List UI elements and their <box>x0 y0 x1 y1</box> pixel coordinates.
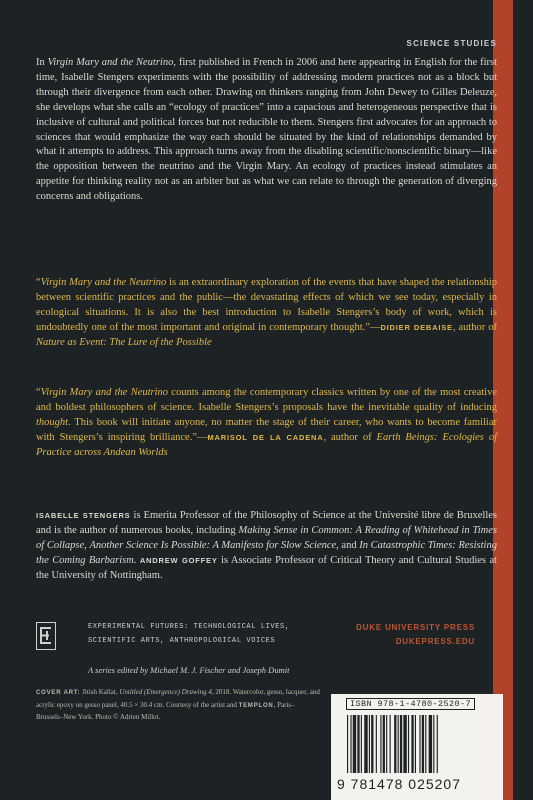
cover-art-text: , 2018. Watercolor, gesso, lacquer, and acrylic epoxy on gesso panel, 40.5 × 30.4 cm. Courtesy of the artist and <box>36 688 320 709</box>
quote-book-title: Virgin Mary and the Neutrino <box>40 277 167 288</box>
series-title <box>88 621 348 648</box>
quote-text: is an extraordinary exploration of the events that have shaped the relationship between scientific practices and the public—the devastating effects of which we see today, especially in ecological situations. It is also the best introduction to Isabelle Stengers’s body of work, which is undoubtedly one of the most important and original in contemporary thought.”— <box>36 277 497 333</box>
blurb-book-title: Virgin Mary and the Neutrino <box>47 57 174 68</box>
bio-separator: , <box>84 539 90 551</box>
cover-art-text: , Paris–Brussels–New York. Photo © Adrien Millot. <box>36 700 295 721</box>
category-label: SCIENCE STUDIES <box>406 39 497 48</box>
blurb-text: , first published in French in 2006 and here appearing in English for the first time, Isabelle Stengers experiments with the possibility of addressing modern practices not as a block but through their divergence from each other. Drawing on thinkers ranging from John Dewey to Gilles Deleuze, she develops what she calls an “ecology of practices” into a capacious and heterogeneous perspective that is inclusive of cultural and political forces but not reducible to them. Stengers first advocates for an approach to sciences that would emphasize the way each should be situated by the kind of relationships demanded by what it attempts to address. This approach turns away from the disabling scientific/nonscientific binary—like the opposition between the neutrino and the Virgin Mary. An ecology of practices instead stimulates an appetite for thinking reality not as an arbiter but as what we can relate to through the generation of diverging concerns and obligations. <box>36 57 497 203</box>
quote-author: DIDIER DEBAISE <box>380 322 453 332</box>
cover-art-work-title: Untitled (Emergence) Drawing 4 <box>119 688 212 696</box>
quote-author: MARISOL DE LA CADENA <box>207 432 324 442</box>
quote-author-of: , author of <box>323 431 377 443</box>
cover-art-label: COVER ART: <box>36 690 81 696</box>
quote-author-of: , author of <box>452 321 497 333</box>
series-logo-icon <box>36 622 56 650</box>
series-title-line-2: SCIENTIFIC ARTS, ANTHROPOLOGICAL VOICES <box>88 636 276 645</box>
blurb-text: In <box>36 57 48 68</box>
bio-book-title: In Catastrophic Times: Resisting the Coming Barbarism <box>36 539 497 566</box>
series-editors: A series edited by Michael M. J. Fischer and Joseph Dumit <box>88 665 290 675</box>
quote-text: . This book will initiate anyone, no matter the stage of their career, who wants to become familiar with Stengers’s inspiring brilliance.”— <box>36 416 497 443</box>
cover-art-gallery: TEMPLON <box>238 702 274 709</box>
quote-text: counts among the contemporary classics written by one of the most creative and boldest philosophers of science. Isabelle Stengers’s proposals have the inevitable quality of inducing <box>36 387 497 413</box>
translator-name: ANDREW GOFFEY <box>139 555 218 565</box>
bio-book-title: Another Science Is Possible: A Manifesto for Slow Science <box>89 539 337 551</box>
quote-mark: “ <box>36 277 41 288</box>
bio-separator: , and <box>336 539 360 551</box>
barcode-icon <box>347 715 497 775</box>
cover-art-credit <box>36 687 321 724</box>
isbn-label: ISBN 978-1-4780-2520-7 <box>346 698 475 710</box>
series-title-line-1: EXPERIMENTAL FUTURES: TECHNOLOGICAL LIVES, <box>88 623 290 631</box>
bio-separator: . <box>133 554 137 566</box>
bio-text: is Emerita Professor of the Philosophy of Science at the Université libre de Bruxelles and is the author of numerous books, including <box>36 510 497 536</box>
description-blurb <box>36 56 497 205</box>
quote-mark: “ <box>36 387 41 398</box>
quote-author-book: Nature as Event: The Lure of the Possible <box>36 336 212 348</box>
quote-emphasis: thought <box>36 416 69 428</box>
publisher-name: DUKE UNIVERSITY PRESS <box>356 623 475 632</box>
author-bios <box>36 509 497 584</box>
publisher-block <box>356 621 475 648</box>
cover-art-text: Jitish Kallat, <box>80 688 120 696</box>
endorsement-quote-1 <box>36 276 497 351</box>
bio-book-title: Making Sense in Common: A Reading of Whitehead in Times of Collapse <box>36 524 497 551</box>
endorsement-quote-2 <box>36 386 497 461</box>
author-name: ISABELLE STENGERS <box>36 511 131 520</box>
bio-text: is Associate Professor of Critical Theory and Cultural Studies at the University of Nottingham. <box>36 554 497 581</box>
publisher-url: DUKEPRESS.EDU <box>395 636 475 646</box>
isbn-digits: 9 781478 025207 <box>337 776 461 792</box>
quote-author-book: Earth Beings: Ecologies of Practice across Andean Worlds <box>36 431 497 458</box>
quote-book-title: Virgin Mary and the Neutrino <box>40 387 169 398</box>
